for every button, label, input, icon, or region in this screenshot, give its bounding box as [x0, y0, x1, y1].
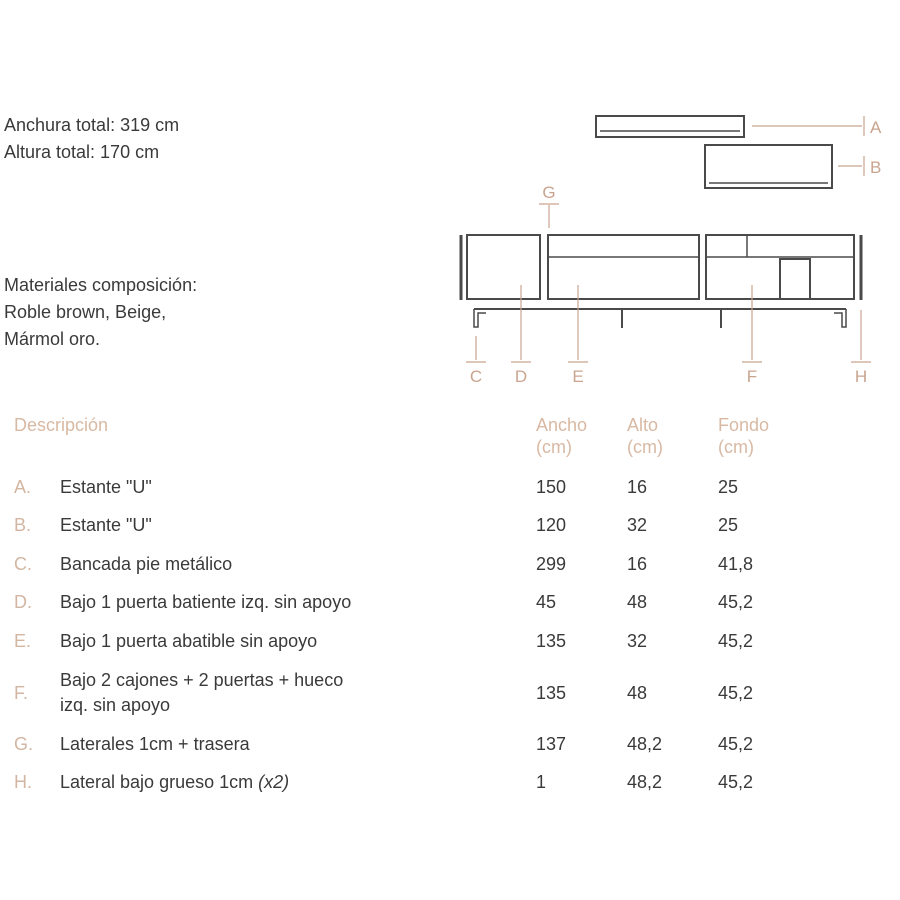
row-description: Bajo 1 puerta batiente izq. sin apoyo — [60, 592, 352, 612]
row-fondo: 41,8 — [718, 554, 754, 574]
row-letter: C. — [14, 554, 32, 574]
row-ancho: 120 — [536, 515, 567, 535]
row-alto: 48 — [627, 683, 648, 703]
row-ancho: 135 — [536, 683, 567, 703]
row-alto: 16 — [627, 477, 648, 497]
header-alto-label: Alto — [627, 415, 659, 435]
row-fondo: 45,2 — [718, 772, 754, 792]
module-e-drawing — [548, 235, 699, 299]
label-e: E — [572, 367, 584, 386]
row-letter: D. — [14, 592, 32, 612]
row-fondo: 45,2 — [718, 734, 754, 754]
row-description-quantity: (x2) — [258, 772, 290, 792]
row-fondo: 25 — [718, 477, 739, 497]
shelf-b-drawing — [705, 145, 832, 188]
row-ancho: 45 — [536, 592, 557, 612]
row-letter: E. — [14, 631, 32, 651]
header-alto — [627, 414, 663, 458]
row-alto: 32 — [627, 631, 648, 651]
row-description-line-2: izq. sin apoyo — [60, 695, 171, 715]
total-height-text: Altura total: 170 cm — [4, 142, 160, 162]
row-ancho: 299 — [536, 554, 567, 574]
row-description-text: Lateral bajo grueso 1cm — [60, 772, 259, 792]
header-alto-unit: (cm) — [627, 437, 663, 457]
header-fondo-label: Fondo — [718, 415, 770, 435]
label-h: H — [854, 367, 868, 386]
header-ancho-label: Ancho — [536, 415, 588, 435]
total-width-text: Anchura total: 319 cm — [4, 115, 180, 135]
row-alto: 48,2 — [627, 734, 663, 754]
label-g: G — [542, 183, 556, 202]
materials-line-1: Roble brown, Beige, — [4, 302, 167, 322]
table-row — [0, 668, 900, 718]
label-d: D — [514, 367, 528, 386]
materials-line-2: Mármol oro. — [4, 329, 101, 349]
row-description-line-1: Bajo 2 cajones + 2 puertas + hueco — [60, 670, 344, 690]
header-ancho — [536, 414, 587, 458]
header-description: Descripción — [14, 415, 109, 435]
module-d-drawing — [467, 235, 540, 299]
header-fondo — [718, 414, 769, 458]
furniture-diagram — [0, 0, 900, 400]
dimension-leaders — [466, 116, 871, 362]
row-ancho: 137 — [536, 734, 567, 754]
label-b: B — [870, 158, 882, 177]
label-a: A — [870, 118, 882, 137]
header-fondo-unit: (cm) — [718, 437, 754, 457]
row-ancho: 135 — [536, 631, 567, 651]
row-ancho: 1 — [536, 772, 547, 792]
row-ancho: 150 — [536, 477, 567, 497]
materials-title: Materiales composición: — [4, 275, 198, 295]
row-fondo: 25 — [718, 515, 739, 535]
row-fondo: 45,2 — [718, 592, 754, 612]
row-description: Laterales 1cm + trasera — [60, 734, 250, 754]
row-alto: 32 — [627, 515, 648, 535]
shelf-a-drawing — [596, 116, 744, 137]
row-alto: 48 — [627, 592, 648, 612]
label-c: C — [469, 367, 483, 386]
row-letter: F. — [14, 683, 29, 703]
row-description: Estante "U" — [60, 515, 152, 535]
row-letter: G. — [14, 734, 34, 754]
row-description: Bajo 1 puerta abatible sin apoyo — [60, 631, 318, 651]
module-f-drawing — [706, 235, 854, 299]
row-alto: 16 — [627, 554, 648, 574]
row-letter: A. — [14, 477, 32, 497]
row-description: Bancada pie metálico — [60, 554, 233, 574]
row-fondo: 45,2 — [718, 631, 754, 651]
bench-c-drawing — [474, 309, 846, 328]
header-ancho-unit: (cm) — [536, 437, 572, 457]
label-f: F — [746, 367, 758, 386]
row-letter: B. — [14, 515, 32, 535]
row-description — [60, 770, 420, 794]
row-description: Estante "U" — [60, 477, 152, 497]
row-fondo: 45,2 — [718, 683, 754, 703]
row-letter: H. — [14, 772, 32, 792]
row-alto: 48,2 — [627, 772, 663, 792]
